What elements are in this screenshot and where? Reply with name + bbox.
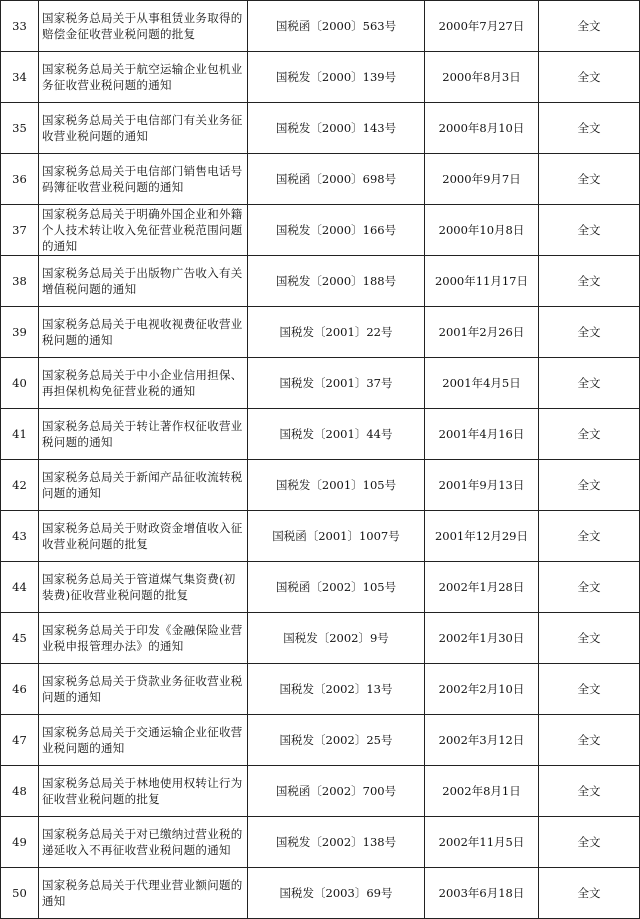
- table-row: [1, 1, 640, 52]
- row-number: 34: [1, 52, 39, 103]
- document-number: 国税发〔2001〕44号: [248, 409, 425, 460]
- document-number: 国税发〔2002〕138号: [248, 817, 425, 868]
- issue-date: 2002年1月28日: [425, 562, 539, 613]
- full-text-link[interactable]: 全文: [539, 154, 640, 205]
- full-text-link[interactable]: 全文: [539, 511, 640, 562]
- table-row: [1, 154, 640, 205]
- full-text-link[interactable]: 全文: [539, 562, 640, 613]
- table-row: [1, 511, 640, 562]
- document-title: 国家税务总局关于财政资金增值收入征收营业税问题的批复: [39, 511, 248, 562]
- full-text-link[interactable]: 全文: [539, 103, 640, 154]
- row-number: 46: [1, 664, 39, 715]
- table-row: [1, 409, 640, 460]
- row-number: 33: [1, 1, 39, 52]
- full-text-link[interactable]: 全文: [539, 613, 640, 664]
- table-row: [1, 766, 640, 817]
- issue-date: 2000年11月17日: [425, 256, 539, 307]
- document-number: 国税函〔2001〕1007号: [248, 511, 425, 562]
- full-text-link[interactable]: 全文: [539, 205, 640, 256]
- full-text-link[interactable]: 全文: [539, 715, 640, 766]
- row-number: 41: [1, 409, 39, 460]
- document-number: 国税函〔2002〕105号: [248, 562, 425, 613]
- document-title: 国家税务总局关于明确外国企业和外籍个人技术转让收入免征营业税范围问题的通知: [39, 205, 248, 256]
- issue-date: 2002年8月1日: [425, 766, 539, 817]
- issue-date: 2000年7月27日: [425, 1, 539, 52]
- full-text-link[interactable]: 全文: [539, 409, 640, 460]
- document-title: 国家税务总局关于中小企业信用担保、再担保机构免征营业税的通知: [39, 358, 248, 409]
- document-number: 国税发〔2001〕105号: [248, 460, 425, 511]
- row-number: 35: [1, 103, 39, 154]
- issue-date: 2000年10月8日: [425, 205, 539, 256]
- table-row: [1, 52, 640, 103]
- document-title: 国家税务总局关于交通运输企业征收营业税问题的通知: [39, 715, 248, 766]
- document-number: 国税发〔2002〕25号: [248, 715, 425, 766]
- document-title: 国家税务总局关于航空运输企业包机业务征收营业税问题的通知: [39, 52, 248, 103]
- row-number: 40: [1, 358, 39, 409]
- issue-date: 2003年6月18日: [425, 868, 539, 919]
- row-number: 43: [1, 511, 39, 562]
- full-text-link[interactable]: 全文: [539, 817, 640, 868]
- document-number: 国税发〔2002〕13号: [248, 664, 425, 715]
- document-number: 国税发〔2000〕143号: [248, 103, 425, 154]
- table-row: [1, 817, 640, 868]
- full-text-link[interactable]: 全文: [539, 460, 640, 511]
- issue-date: 2001年2月26日: [425, 307, 539, 358]
- row-number: 49: [1, 817, 39, 868]
- issue-date: 2002年11月5日: [425, 817, 539, 868]
- table-row: [1, 307, 640, 358]
- row-number: 37: [1, 205, 39, 256]
- document-number: 国税发〔2000〕139号: [248, 52, 425, 103]
- issue-date: 2000年8月10日: [425, 103, 539, 154]
- document-title: 国家税务总局关于出版物广告收入有关增值税问题的通知: [39, 256, 248, 307]
- document-number: 国税发〔2000〕188号: [248, 256, 425, 307]
- full-text-link[interactable]: 全文: [539, 256, 640, 307]
- document-title: 国家税务总局关于管道煤气集资费(初装费)征收营业税问题的批复: [39, 562, 248, 613]
- issue-date: 2002年3月12日: [425, 715, 539, 766]
- document-title: 国家税务总局关于印发《金融保险业营业税申报管理办法》的通知: [39, 613, 248, 664]
- full-text-link[interactable]: 全文: [539, 307, 640, 358]
- table-row: [1, 256, 640, 307]
- issue-date: 2001年4月5日: [425, 358, 539, 409]
- table-row: [1, 562, 640, 613]
- table-row: [1, 460, 640, 511]
- row-number: 38: [1, 256, 39, 307]
- row-number: 45: [1, 613, 39, 664]
- document-title: 国家税务总局关于从事租赁业务取得的赔偿金征收营业税问题的批复: [39, 1, 248, 52]
- document-title: 国家税务总局关于转让著作权征收营业税问题的通知: [39, 409, 248, 460]
- document-title: 国家税务总局关于对已缴纳过营业税的递延收入不再征收营业税问题的通知: [39, 817, 248, 868]
- document-number: 国税发〔2002〕9号: [248, 613, 425, 664]
- issue-date: 2000年8月3日: [425, 52, 539, 103]
- document-title: 国家税务总局关于贷款业务征收营业税问题的通知: [39, 664, 248, 715]
- table-body: [1, 1, 640, 919]
- document-title: 国家税务总局关于电信部门销售电话号码簿征收营业税问题的通知: [39, 154, 248, 205]
- document-number: 国税函〔2002〕700号: [248, 766, 425, 817]
- document-title: 国家税务总局关于林地使用权转让行为征收营业税问题的批复: [39, 766, 248, 817]
- document-number: 国税函〔2000〕563号: [248, 1, 425, 52]
- row-number: 36: [1, 154, 39, 205]
- full-text-link[interactable]: 全文: [539, 52, 640, 103]
- row-number: 39: [1, 307, 39, 358]
- document-number: 国税发〔2000〕166号: [248, 205, 425, 256]
- full-text-link[interactable]: 全文: [539, 664, 640, 715]
- table-row: [1, 613, 640, 664]
- row-number: 48: [1, 766, 39, 817]
- row-number: 44: [1, 562, 39, 613]
- table-row: [1, 358, 640, 409]
- issue-date: 2001年12月29日: [425, 511, 539, 562]
- document-title: 国家税务总局关于电信部门有关业务征收营业税问题的通知: [39, 103, 248, 154]
- issue-date: 2000年9月7日: [425, 154, 539, 205]
- document-number: 国税发〔2001〕37号: [248, 358, 425, 409]
- issue-date: 2002年1月30日: [425, 613, 539, 664]
- table-row: [1, 715, 640, 766]
- full-text-link[interactable]: 全文: [539, 358, 640, 409]
- issue-date: 2001年4月16日: [425, 409, 539, 460]
- document-number: 国税发〔2003〕69号: [248, 868, 425, 919]
- row-number: 50: [1, 868, 39, 919]
- full-text-link[interactable]: 全文: [539, 766, 640, 817]
- document-title: 国家税务总局关于新闻产品征收流转税问题的通知: [39, 460, 248, 511]
- row-number: 47: [1, 715, 39, 766]
- table-row: [1, 868, 640, 919]
- full-text-link[interactable]: 全文: [539, 1, 640, 52]
- document-title: 国家税务总局关于代理业营业额问题的通知: [39, 868, 248, 919]
- issue-date: 2001年9月13日: [425, 460, 539, 511]
- table-row: [1, 664, 640, 715]
- document-title: 国家税务总局关于电视收视费征收营业税问题的通知: [39, 307, 248, 358]
- table-row: [1, 103, 640, 154]
- table-row: [1, 205, 640, 256]
- document-number: 国税发〔2001〕22号: [248, 307, 425, 358]
- row-number: 42: [1, 460, 39, 511]
- issue-date: 2002年2月10日: [425, 664, 539, 715]
- full-text-link[interactable]: 全文: [539, 868, 640, 919]
- document-number: 国税函〔2000〕698号: [248, 154, 425, 205]
